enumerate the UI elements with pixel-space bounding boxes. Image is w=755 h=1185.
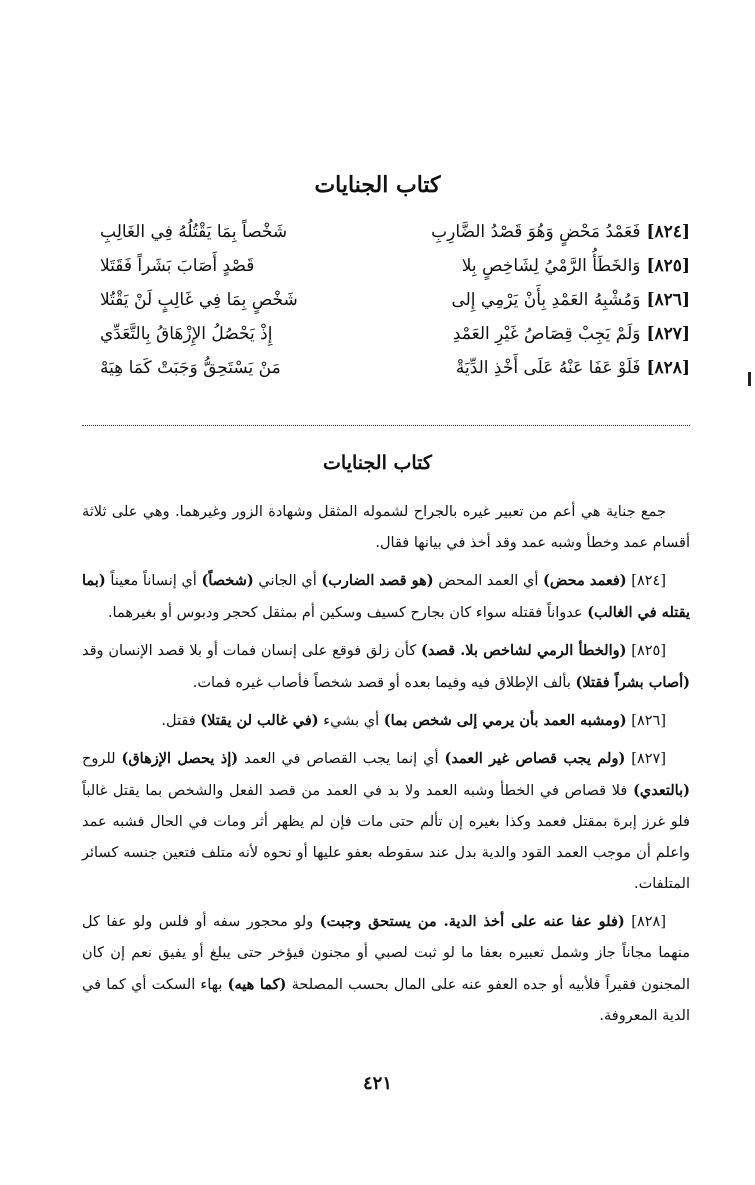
verse-block (100, 222, 690, 392)
verse-number: [٨٢٧] (646, 324, 690, 344)
verse-first-hemistich: [٨٢٨]فَلَوْ عَفَا عَنْهُ عَلَى أَخْذِ الدِّيَةْ (455, 358, 690, 378)
commentary-paragraph-828: [٨٢٨] (فلو عفا عنه على أخذ الدية. من يستحق وجبت) ولو محجور سفه أو فلس ولو عفا كل منهما مجاناً جاز وشمل تعبيره بعفا ما لو ثبت لصبي أو مجنون فيؤخر حتى يبلغ أو يفيق نعم إن كان المجنون فقيراً فلأبيه أو جده العفو عنه على المال بحسب المصلحة (كما هيه) بهاء السكت أي كما في الدية المعروفة. (82, 913, 691, 1024)
verse-line (100, 290, 690, 324)
verse-second-hemistich: شَخْصٍ بِمَا فِي غَالِبٍ لَنْ يَقْتُلا (100, 290, 298, 310)
paragraph-number: [٨٢٧] (631, 751, 667, 767)
paragraph-number: [٨٢٤] (631, 573, 666, 589)
commentary-title: كتاب الجنايات (323, 452, 432, 474)
verse-first-hemistich: [٨٢٤]فَعَمْدُ مَحْضٍ وَهُوَ قَصْدُ الضَّارِبِ (431, 222, 690, 242)
verse-second-hemistich: شَخْصاً بِمَا يَقْتُلُهُ فِي الغَالِبِ (100, 222, 288, 242)
intro-paragraph: جمع جناية هي أعم من تعبير غيره بالجراح لشموله المثقل وشهادة الزور وغيرهما. وهي على ثلاثة أقسام عمد وخطأ وشبه عمد وقد أخذ في بيانها فقال. (82, 504, 690, 551)
commentary-body (82, 497, 690, 1038)
paragraph-number: [٨٢٦] (631, 713, 666, 729)
verse-number: [٨٢٤] (646, 222, 690, 242)
verse-number: [٨٢٦] (646, 290, 690, 310)
verse-number: [٨٢٨] (646, 358, 690, 378)
verse-second-hemistich: إِذْ يَحْصُلُ الإِزْهَاقُ بِالتَّعَدِّي (100, 324, 273, 344)
verse-second-hemistich: مَنْ يَسْتَحِقُّ وَجَبَتْ كَمَا هِيَهْ (100, 358, 281, 378)
dotted-divider (82, 425, 690, 426)
margin-mark (748, 372, 751, 386)
verse-first-hemistich: [٨٢٧]وَلَمْ يَجِبْ قِصَاصُ غَيْرِ العَمْدِ (452, 324, 690, 344)
verse-first-hemistich: [٨٢٥]وَالخَطَأُ الرَّمْيُ لِشَاخِصٍ بِلا (461, 256, 690, 276)
paragraph-number: [٨٢٨] (631, 914, 666, 930)
commentary-paragraph-827: [٨٢٧] (ولم يجب قصاص غير العمد) أي إنما يجب القصاص في العمد (إذ يحصل الإزهاق) للروح (بالتعدي) فلا قصاص في الخطأ وشبه العمد ولا بد في العمد من قصد الفعل والشخص بما يقتل غالباً فلو غرز إبرة بمقتل فعمد وكذا بغيره إن تألم حتى مات فإن لم يظهر أثر ومات في الحال فشبه عمد واعلم أن موجب العمد القود والدية بدل عند سقوطه بعفو عليها أو نحوه لأنه متلف فتعين جنسه كسائر المتلفات. (82, 750, 690, 892)
commentary-paragraph-825: [٨٢٥] (والخطأ الرمي لشاخص بلا. قصد) كأن زلق فوقع على إنسان فمات أو بلا قصد الإنسان وقد (أصاب بشراً فقتلا) بألف الإطلاق فيه وفيما بعده أو قصد شخصاً فأصاب غيره فمات. (82, 642, 690, 691)
verse-line (100, 358, 690, 392)
page-number: ٤٢١ (362, 1073, 392, 1094)
verse-section-title: كتاب الجنايات (314, 172, 441, 198)
verse-line (100, 222, 690, 256)
paragraph-number: [٨٢٥] (631, 643, 667, 659)
verse-second-hemistich: قَصْدٍ أَصَابَ بَشَراً فَقَتَلا (100, 256, 255, 276)
commentary-paragraph-826: [٨٢٦] (ومشبه العمد بأن يرمي إلى شخص بما) أي بشيء (في غالب لن يقتلا) فقتل. (161, 712, 666, 729)
commentary-paragraph-824: [٨٢٤] (فعمد محض) أي العمد المحض (هو قصد الضارب) أي الجاني (شخصاً) أي إنساناً معيناً (بما يقتله في الغالب) عدواناً فقتله سواء كان بجارح كسيف وسكين أم بمثقل كحجر ودبوس أو بغيرهما. (82, 572, 690, 621)
verse-line (100, 256, 690, 290)
verse-line (100, 324, 690, 358)
verse-first-hemistich: [٨٢٦]وَمُشْبِهُ العَمْدِ بِأَنْ يَرْمِي إِلى (451, 290, 690, 310)
verse-number: [٨٢٥] (646, 256, 690, 276)
